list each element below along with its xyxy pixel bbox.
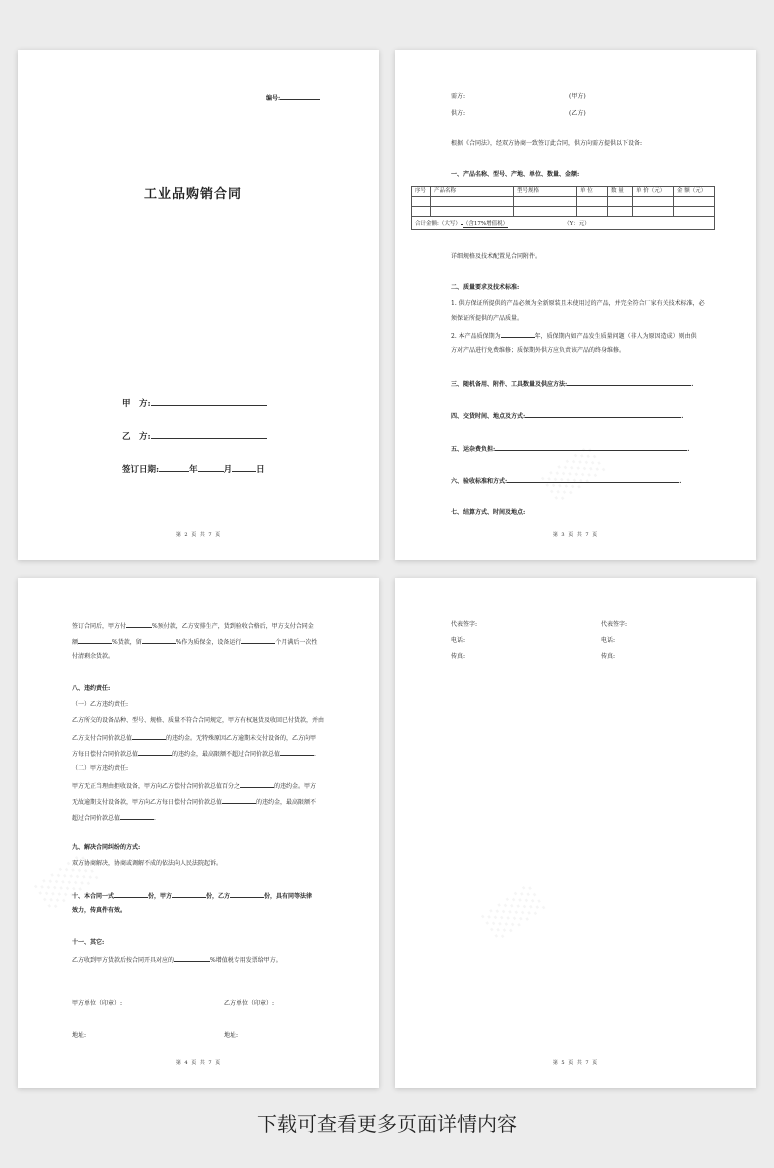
- dispute-text: 双方协商解决，协商或调解不成的依法向人民法院起诉。: [72, 860, 223, 867]
- download-more-banner[interactable]: 下载可查看更多页面详情内容: [257, 1112, 517, 1136]
- product-table-wrap: [411, 186, 715, 230]
- table-header: 数 量: [608, 187, 633, 197]
- quality-2b: 方对产品进行免费维修；质保期外供方应负责该产品的终身维修。: [451, 347, 626, 354]
- table-header: 单 价（元）: [633, 187, 674, 197]
- table-header: 产品名称: [431, 187, 514, 197]
- page-footer: 第 3 页 共 7 页: [552, 532, 599, 538]
- page-footer: 第 2 页 共 7 页: [175, 532, 222, 538]
- section-11-heading: 十一、其它:: [72, 939, 105, 946]
- page-footer: 第 5 页 共 7 页: [552, 1060, 599, 1066]
- breach-a-text-1: 甲方无正当理由拒收设备，甲方向乙方偿付合同价款总值百分之 的违约金。甲方: [72, 780, 316, 791]
- section-4-line: 四、交货时间、地点及方式: .: [451, 410, 683, 421]
- intro-text: 根据《合同法》，经双方协商一致签订此合同，供方向需方提供以下设备:: [451, 140, 643, 147]
- page-3: [395, 50, 756, 560]
- contract-number: 编号:: [266, 92, 320, 103]
- section-5-line: 五、运杂费负担: .: [451, 443, 689, 454]
- detail-note: 详细规格及技术配置见合同附件。: [451, 253, 542, 260]
- sign-date-line: 签订日期: 年 月 日: [122, 465, 265, 475]
- address-a-label: 地址:: [72, 1032, 87, 1039]
- breach-a-text-2: 无故逾期支付设备款，甲方向乙方每日偿付合同价款总值 的违约金，最高限额不: [72, 796, 316, 807]
- page-footer: 第 4 页 共 7 页: [175, 1060, 222, 1066]
- section-9-heading: 九、解决合同纠纷的方式:: [72, 844, 141, 851]
- quality-1a: 1. 供方保证所提供的产品必须为全新原装且未使用过的产品，并完全符合厂家有关技术标准，必: [451, 300, 705, 307]
- breach-b-text-2: 乙方支付合同价款总值 的违约金。无特殊原因乙方逾期未交付设备的，乙方向甲: [72, 732, 316, 743]
- section-2-heading: 二、质量要求及技术标准:: [451, 284, 520, 291]
- supply-line: 供方: (乙方): [451, 110, 586, 117]
- total-cell: 合计金额:（大写） （含17%增值税） （Y：元）: [412, 217, 715, 230]
- section-6-line: 六、验收标准和方式: .: [451, 475, 681, 486]
- table-header: 型号规格: [514, 187, 577, 197]
- payment-line-3: 付清剩余货款。: [72, 653, 115, 660]
- watermark: [488, 892, 542, 934]
- address-b-label: 地址:: [224, 1032, 239, 1039]
- table-header: 单 位: [577, 187, 608, 197]
- quality-2a: 2. 本产品质保期为 年，质保期内如产品发生质量问题（非人为原因造成）则由供: [451, 330, 697, 341]
- payment-line-2: 额 %货款，留 %作为质保金，设备运行 个月满后一次性: [72, 636, 317, 647]
- rep-b-label: 代表签字:: [601, 621, 628, 628]
- page-4: [18, 578, 379, 1088]
- table-total-row: [412, 217, 715, 230]
- table-row: [412, 207, 715, 217]
- party-a-line: 甲 方:: [122, 398, 267, 409]
- unit-a-label: 甲方单位（印章）:: [72, 1000, 123, 1007]
- contract-title: 工业品购销合同: [144, 187, 243, 202]
- table-row: [412, 197, 715, 207]
- breach-b-text-3: 方每日偿付合同价款总值 的违约金，最高限额不超过合同价款总值 .: [72, 748, 316, 759]
- breach-b-title: （一）乙方违约责任:: [72, 701, 129, 708]
- tel-a-label: 电话:: [451, 637, 466, 644]
- table-header-row: [412, 187, 715, 197]
- other-text: 乙方收到甲方货款后按合同开具对应的 %增值税专用发票给甲方。: [72, 954, 282, 965]
- payment-line-1: 签订合同后，甲方付 %预付款，乙方安排生产，货到验收合格后，甲方支付合同金: [72, 620, 314, 631]
- product-table: [411, 186, 715, 230]
- unit-b-label: 乙方单位（印章）:: [224, 1000, 275, 1007]
- tel-b-label: 电话:: [601, 637, 616, 644]
- rep-a-label: 代表签字:: [451, 621, 478, 628]
- table-header: 序号: [412, 187, 431, 197]
- section-8-heading: 八、违约责任:: [72, 685, 111, 692]
- section-10-line-2: 效力，传真件有效。: [72, 907, 127, 914]
- section-3-line: 三、随机备用、附件、工具数量及供应方法: .: [451, 378, 693, 389]
- breach-a-text-3: 超过合同价款总值 .: [72, 812, 156, 823]
- section-10-line-1: 十、本合同一式 份，甲方 份，乙方 份，具有同等法律: [72, 890, 312, 901]
- party-b-line: 乙 方:: [122, 431, 267, 442]
- table-header: 金 额（元）: [674, 187, 715, 197]
- section-7-heading: 七、结算方式、时间及地点:: [451, 509, 526, 516]
- breach-a-title: （二）甲方违约责任:: [72, 765, 129, 772]
- page-5: [395, 578, 756, 1088]
- breach-b-text-1: 乙方所交的设备品种、型号、规格、质量不符合合同规定，甲方有权退货及收回已付货款，并由: [72, 717, 325, 724]
- page-2-cover: [18, 50, 379, 560]
- fax-a-label: 传真:: [451, 653, 466, 660]
- demand-line: 需方: (甲方): [451, 93, 586, 100]
- quality-1b: 须保证所提供的产品质量。: [451, 315, 524, 322]
- section-1-heading: 一、产品名称、型号、产地、单位、数量、金额:: [451, 171, 580, 178]
- fax-b-label: 传真:: [601, 653, 616, 660]
